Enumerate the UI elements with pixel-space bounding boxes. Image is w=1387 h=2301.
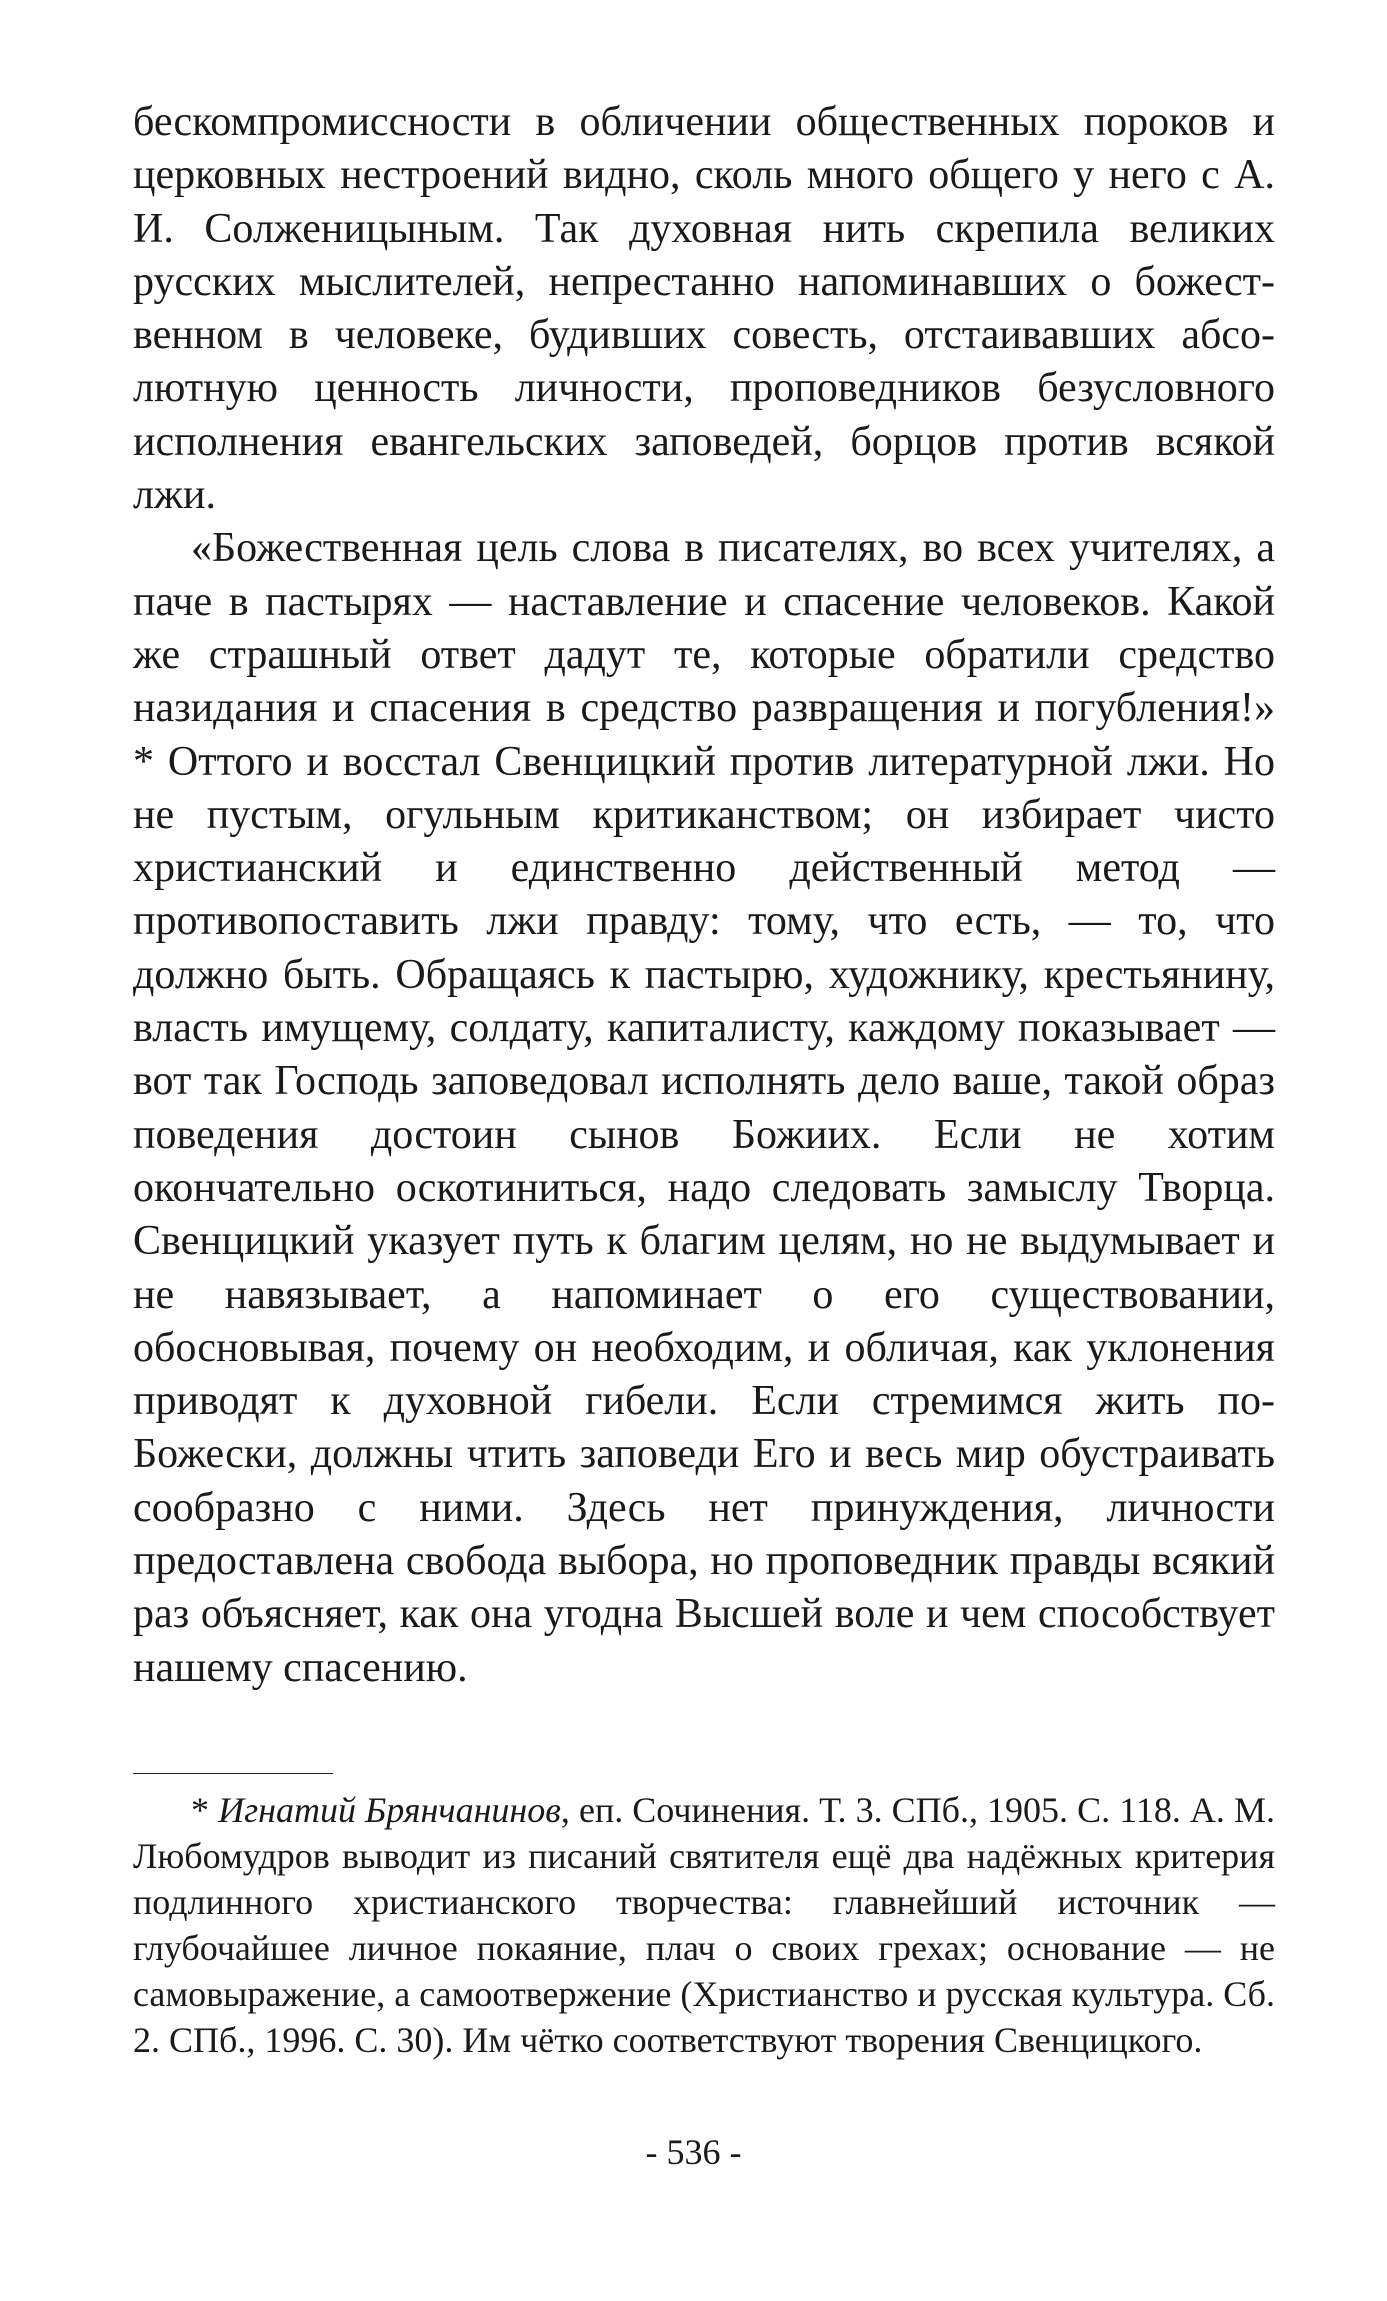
paragraph-quote: «Божественная цель слова в писателях, во всех учителях, а паче в пастырях — наставление и спасение человеков. Какой же страшный ответ дадут те, которые обратили средство назидания и спасения в средство развращения и погубления!» * Оттого и восстал Свенцицкий против литературной лжи. Но не пустым, огульным критиканством; он избирает чисто христианский и единственно действенный метод — противопоставить лжи правду: тому, что есть, — то, что должно быть. Обращаясь к пастырю, художнику, крестьянину, власть имущему, солдату, капиталисту, каждому показывает — вот так Господь заповедовал исполнять дело ваше, такой образ поведения достоин сынов Божиих. Если не хотим окончательно оскотиниться, надо следовать замыслу Творца. Свенцицкий указует путь к благим целям, но не выдумывает и не навязывает, а напоминает о его существовании, обосновывая, почему он необходим, и обличая, как уклонения приводят к духовной гибели. Если стремимся жить по-Божески, должны чтить заповеди Его и весь мир обустраивать сообразно с ними. Здесь нет принуждения, личности предоставлена свобода выбора, но проповедник правды всякий раз объясняет, как она угодна Высшей воле и чем способствует нашему спасению. bbox=[133, 525, 1275, 1691]
paragraph-continuation: бескомпромиссности в обличении общественных пороков и церковных нестроений видно, сколь много общего у него с А. И. Солженицыным. Так духовная нить скрепила великих русских мыслителей, непрестанно напоминавших о божественном в человеке, будивших совесть, отстаивавших абсолютную ценность личности, проповедников безусловного исполнения евангельских заповедей, борцов против всякой лжи. bbox=[133, 99, 1275, 519]
page-number: - 536 - bbox=[645, 2132, 742, 2172]
footnote-text: , еп. Сочинения. Т. 3. СПб., 1905. С. 118. А. М. Любомудров выводит из писаний святителя ещё два надёжных критерия подлинного христианского творчества: главнейший источник — глубочайшее личное покаяние, плач о своих грехах; основание — не самовыражение, а самоотвержение (Христианство и русская культура. Сб. 2. СПб., 1996. С. 30). Им чётко соответствуют творения Свенцицкого. bbox=[133, 1790, 1275, 2060]
main-text bbox=[133, 96, 1275, 1695]
footnote-divider bbox=[133, 1773, 333, 1774]
footnote-marker: * bbox=[191, 1790, 219, 1830]
footnote bbox=[133, 1787, 1275, 2063]
footnote-author: Игнатий Брянчанинов bbox=[218, 1790, 561, 1830]
